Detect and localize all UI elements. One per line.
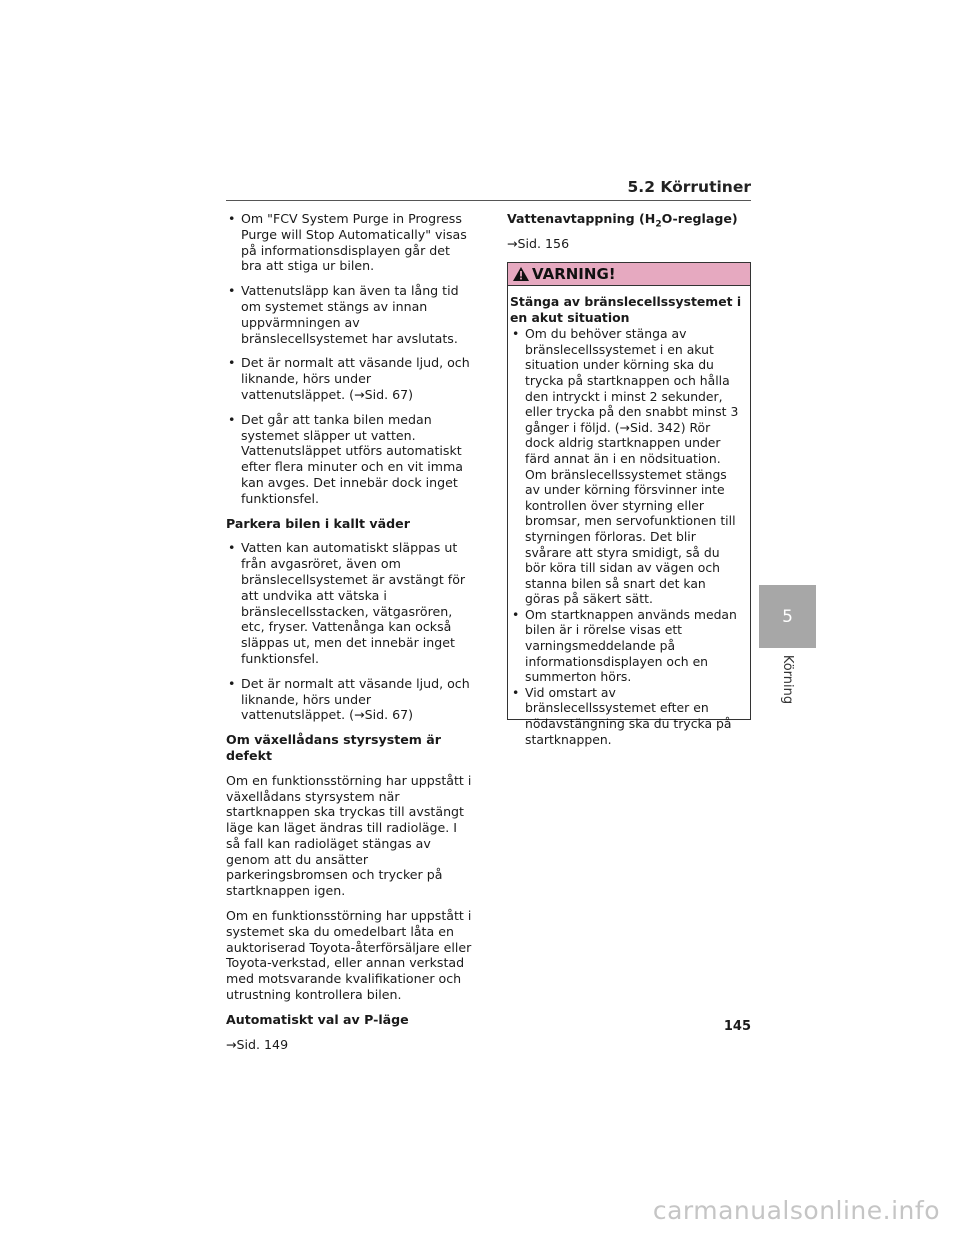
list-item: • Det är normalt att väsande ljud, och liknande, hörs under vattenutsläppet. (→Sid. 67) [226,355,474,402]
list-item: • Det går att tanka bilen medan systemet släpper ut vatten. Vattenutsläppet utförs automatiskt efter flera minuter och en vit imma kan avges. Det innebär dock inget funktionsfel. [226,412,474,507]
warning-title: Stänga av bränslecellssystemet i en akut situation [510,294,742,325]
paragraph: Om en funktionsstörning har uppstått i växellådans styrsystem när startknappen ska tryckas till avstängt läge kan läget ändras till radioläge. I så fall kan radioläget stängas av genom att du ansätter parkeringsbromsen och trycker på startknappen igen. [226,772,472,899]
list-item: • Vatten kan automatiskt släppas ut från avgasröret, även om bränslecellsystemet är avstängt för att undvika att vätska i bränslecellsstacken, vätgasrören, etc, fryser. Vattenånga kan också släppas ut, men det innebär inget funktionsfel. [226,540,474,666]
list-item: • Om du behöver stänga av bränslecellssystemet i en akut situation under körning ska du trycka på startknappen och hålla den intryckt i minst 2 sekunder, eller trycka på den snabbt minst 3 gånger i följd. (→Sid. 342) Rör dock aldrig startknappen under färd annat än i en nödsituation. Om bränslecellssystemet stängs av under körning försvinner inte kontrollen över styrning eller bromsar, men servofunktionen till styrningen förloras. Det blir svårare att styra smidigt, så du bör köra till sidan av vägen och stanna bilen så snart det kan göras på säkert sätt. [510,326,742,607]
warning-triangle-icon [512,266,530,282]
heading-auto-park: Automatiskt val av P-läge [226,1011,409,1027]
heading-water-drain: Vattenavtappning $(H_2O-reglage)$ [507,211,738,230]
list-item: • Om "FCV System Purge in Progress Purge will Stop Automatically" visas på informationsdisplayen går det bra att stiga ur bilen. [226,211,474,274]
warning-header [508,263,750,286]
left-column [226,211,474,1061]
list-item: • Det är normalt att väsande ljud, och liknande, hörs under vattenutsläppet. (→Sid. 67) [226,676,474,723]
heading-gearbox: Om växellådans styrsystem är defekt [226,732,441,763]
list-item: • Om startknappen används medan bilen är i rörelse visas ett varningsmeddelande på informationsdisplayen och en summerton hörs. [510,607,742,685]
warning-label: VARNING! [532,265,616,283]
page-number: 145 [723,1019,751,1034]
watermark: carmanualsonline.info [652,1196,940,1225]
chapter-tab[interactable]: 5 [759,585,816,648]
right-column [507,211,751,261]
warning-box [507,262,751,747]
page-reference-link[interactable]: →Sid. 156 [507,235,570,251]
list-item: • Vattenutsläpp kan även ta lång tid om systemet stängs av innan uppvärmningen av bränslecellsystemet har avslutats. [226,283,474,346]
section-header: 5.2 Körrutiner [627,178,751,196]
chapter-tab-label: Körning [779,654,795,704]
page-reference-link[interactable]: →Sid. 149 [226,1036,289,1052]
heading-cold-weather: Parkera bilen i kallt väder [226,515,410,531]
header-rule [226,200,751,201]
warning-body [508,286,750,747]
list-item: • Vid omstart av bränslecellssystemet efter en nödavstängning ska du trycka på startknappen. [510,685,742,747]
paragraph: Om en funktionsstörning har uppstått i systemet ska du omedelbart låta en auktoriserad Toyota-återförsäljare eller Toyota-verkstad, eller annan verkstad med motsvarande kvalifikationer och utrustning kontrollera bilen. [226,908,472,1003]
